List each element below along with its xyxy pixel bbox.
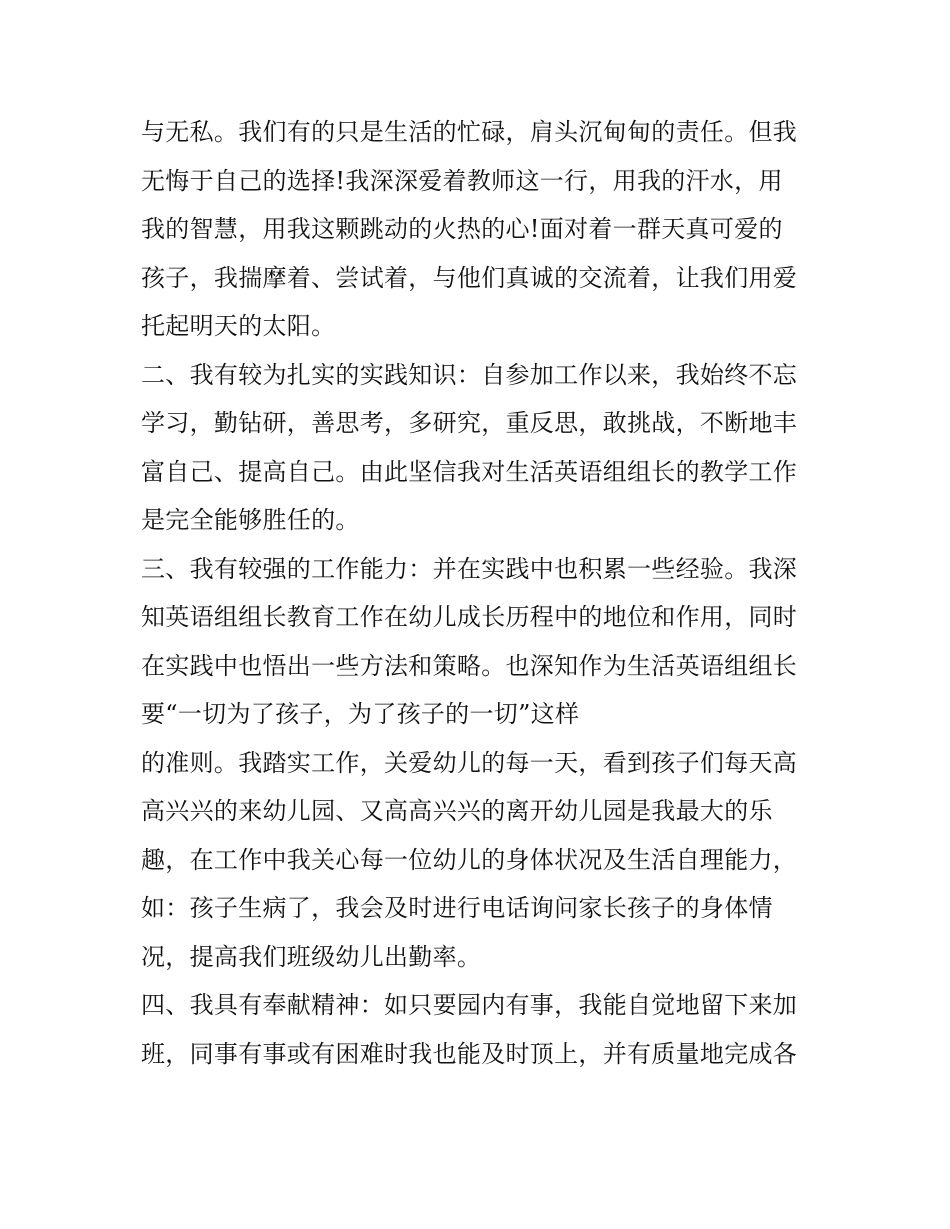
- text-line: 富自己、提高自己。由此坚信我对生活英语组组长的教学工作: [141, 457, 798, 486]
- text-line: 况，提高我们班级幼儿出勤率。: [141, 942, 482, 971]
- text-line: 如：孩子生病了，我会及时进行电话询问家长孩子的身体情: [141, 894, 773, 922]
- text-line: 三、我有较强的工作能力：并在实践中也积累一些经验。我深: [141, 554, 798, 583]
- text-line: 孩子，我揣摩着、尝试着，与他们真诚的交流着，让我们用爱: [141, 263, 798, 292]
- text-line: 是完全能够胜任的。: [141, 506, 360, 534]
- text-line: 无悔于自己的选择!我深深爱着教师这一行，用我的汗水，用: [141, 166, 783, 195]
- text-line: 班，同事有事或有困难时我也能及时顶上，并有质量地完成各: [141, 1039, 798, 1068]
- text-line: 高兴兴的来幼儿园、又高高兴兴的离开幼儿园是我最大的乐: [141, 797, 773, 825]
- text-line: 我的智慧，用我这颗跳动的火热的心!面对着一群天真可爱的: [141, 215, 783, 243]
- text-line: 趣，在工作中我关心每一位幼儿的身体状况及生活自理能力，: [141, 845, 798, 874]
- text-line: 知英语组组长教育工作在幼儿成长历程中的地位和作用，同时: [141, 603, 798, 631]
- text-line: 二、我有较为扎实的实践知识：自参加工作以来，我始终不忘: [141, 360, 798, 389]
- text-line: 在实践中也悟出一些方法和策略。也深知作为生活英语组组长: [141, 651, 798, 680]
- text-line: 与无私。我们有的只是生活的忙碌，肩头沉甸甸的责任。但我: [141, 118, 798, 146]
- text-line: 托起明天的太阳。: [141, 312, 336, 340]
- text-line: 要“一切为了孩子，为了孩子的一切”这样: [141, 700, 580, 728]
- text-line: 的准则。我踏实工作，关爱幼儿的每一天，看到孩子们每天高: [141, 748, 798, 777]
- document-body: [141, 108, 841, 1078]
- text-line: 四、我具有奉献精神：如只要园内有事，我能自觉地留下来加: [141, 991, 798, 1019]
- text-line: 学习，勤钻研，善思考，多研究，重反思，敢挑战，不断地丰: [141, 409, 798, 437]
